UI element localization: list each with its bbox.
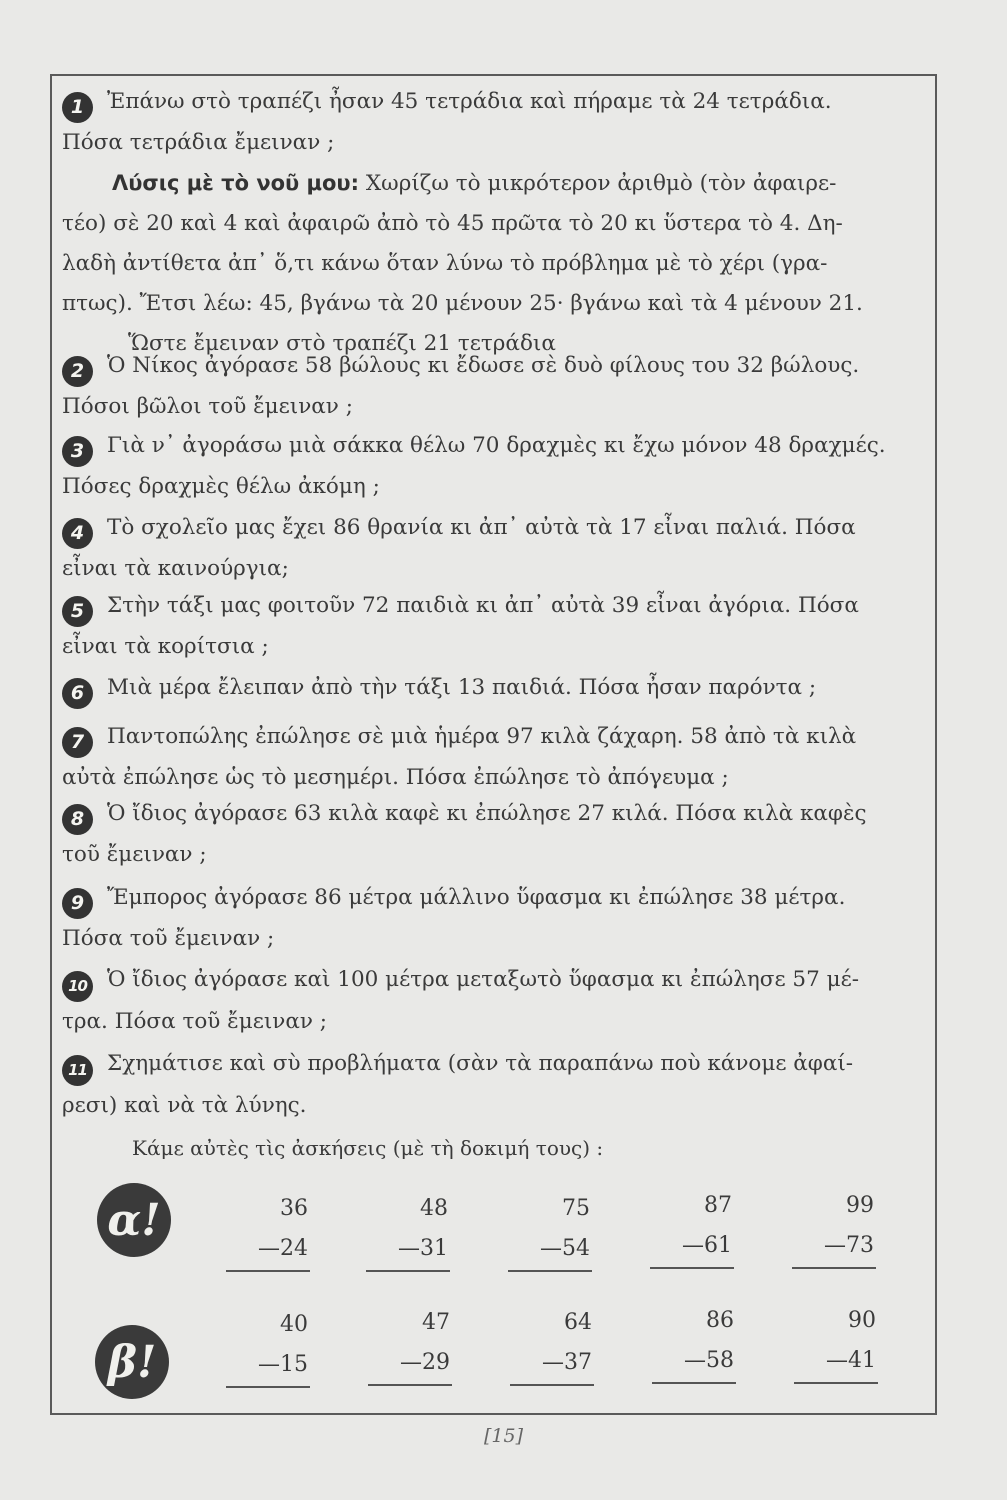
answer-line — [510, 1384, 594, 1386]
subtrahend: —58 — [684, 1348, 734, 1373]
problem-text: Ὁ Νίκος ἀγόρασε 58 βώλους κι ἔδωσε σὲ δυὸ φίλους του 32 βώλους. — [107, 353, 860, 378]
minuend: 48 — [420, 1196, 448, 1221]
problem-number-badge: 8 — [62, 804, 93, 835]
problem-7 — [62, 717, 914, 798]
problem-text: αὐτὰ ἐπώλησε ὡς τὸ μεσημέρι. Πόσα ἐπώλησε τὸ ἀπόγευμα ; — [62, 764, 729, 790]
problem-9 — [62, 878, 914, 959]
minuend: 86 — [706, 1308, 734, 1333]
answer-line — [226, 1270, 310, 1272]
answer-line — [650, 1267, 734, 1269]
problem-text: Στὴν τάξι μας φοιτοῦν 72 παιδιὰ κι ἀπ᾿ αὐτὰ 39 εἶναι ἀγόρια. Πόσα — [107, 593, 859, 618]
problem-text: Πόσες δραχμὲς θέλω ἀκόμη ; — [62, 473, 380, 499]
subtraction-exercise — [226, 1312, 310, 1388]
solution-text: πτως). Ἔτσι λέω: 45, βγάνω τὰ 20 μένουν 25· βγάνω καὶ τὰ 4 μένουν 21. — [62, 290, 863, 316]
subtrahend: —31 — [398, 1236, 448, 1261]
minuend: 87 — [704, 1193, 732, 1218]
minuend: 36 — [280, 1196, 308, 1221]
subtraction-exercise — [366, 1196, 450, 1272]
subtrahend: —15 — [258, 1352, 308, 1377]
problem-text: Ἔμπορος ἀγόρασε 86 μέτρα μάλλινο ὕφασμα κι ἐπώλησε 38 μέτρα. — [107, 885, 846, 910]
answer-line — [652, 1382, 736, 1384]
problem-text: Γιὰ ν᾿ ἀγοράσω μιὰ σάκκα θέλω 70 δραχμὲς κι ἔχω μόνον 48 δραχμές. — [107, 433, 886, 458]
problem-text: Παντοπώλης ἐπώλησε σὲ μιὰ ἡμέρα 97 κιλὰ ζάχαρη. 58 ἀπὸ τὰ κιλὰ — [107, 724, 857, 749]
solution-text: τέο) σὲ 20 καὶ 4 καὶ ἀφαιρῶ ἀπὸ τὸ 45 πρῶτα τὸ 20 κι ὕστερα τὸ 4. Δη- — [62, 210, 843, 236]
subtraction-exercise — [794, 1308, 878, 1384]
subtrahend: —61 — [682, 1233, 732, 1258]
problem-3 — [62, 426, 914, 507]
subtraction-exercise — [226, 1196, 310, 1272]
subtrahend: —29 — [400, 1350, 450, 1375]
subtraction-exercise — [368, 1310, 452, 1386]
problem-11 — [62, 1044, 914, 1126]
problem-number-badge: 9 — [62, 888, 93, 919]
problem-number-badge: 11 — [62, 1055, 93, 1086]
subtrahend: —73 — [824, 1233, 874, 1258]
problem-number-badge: 10 — [62, 971, 93, 1002]
problem-number-badge: 3 — [62, 436, 93, 467]
problem-text: τρα. Πόσα τοῦ ἔμειναν ; — [62, 1008, 328, 1034]
minuend: 40 — [280, 1312, 308, 1337]
problem-8 — [62, 794, 914, 875]
minuend: 90 — [848, 1308, 876, 1333]
problem-text: τοῦ ἔμειναν ; — [62, 841, 207, 867]
subtraction-exercise — [650, 1193, 734, 1269]
subtraction-exercise — [652, 1308, 736, 1384]
problem-text: Ὁ ἴδιος ἀγόρασε καὶ 100 μέτρα μεταξωτὸ ὕφασμα κι ἐπώλησε 57 μέ- — [107, 967, 859, 992]
subtraction-exercise — [508, 1196, 592, 1272]
problem-number-badge: 1 — [62, 92, 93, 123]
problem-number-badge: 6 — [62, 678, 93, 709]
problem-number-badge: 2 — [62, 356, 93, 387]
problem-1 — [62, 82, 914, 364]
problem-text: Ὁ ἴδιος ἀγόρασε 63 κιλὰ καφὲ κι ἐπώλησε 27 κιλά. Πόσα κιλὰ καφὲς — [107, 801, 867, 826]
minuend: 99 — [846, 1193, 874, 1218]
answer-line — [792, 1267, 876, 1269]
subtraction-exercise — [510, 1310, 594, 1386]
exercise-badge-alpha: α! — [97, 1183, 171, 1257]
problem-4 — [62, 508, 914, 589]
problem-text: Ἐπάνω στὸ τραπέζι ἦσαν 45 τετράδια καὶ πήραμε τὰ 24 τετράδια. — [107, 89, 832, 114]
solution-text: Ὥστε ἔμειναν στὸ τραπέζι 21 τετράδια — [128, 330, 556, 356]
problem-text: Μιὰ μέρα ἔλειπαν ἀπὸ τὴν τάξι 13 παιδιά. Πόσα ἦσαν παρόντα ; — [107, 675, 817, 700]
subtrahend: —37 — [542, 1350, 592, 1375]
problem-10 — [62, 960, 914, 1042]
solution-text: Χωρίζω τὸ μικρότερον ἀριθμὸ (τὸν ἀφαιρε- — [365, 170, 837, 196]
problem-text: Σχημάτισε καὶ σὺ προβλήματα (σὰν τὰ παραπάνω ποὺ κάνομε ἀφαί- — [107, 1051, 854, 1076]
exercise-badge-beta: β! — [95, 1325, 169, 1399]
subtraction-exercise — [792, 1193, 876, 1269]
subtrahend: —24 — [258, 1236, 308, 1261]
page-number: [15] — [483, 1425, 523, 1447]
problem-number-badge: 4 — [62, 518, 93, 549]
minuend: 64 — [564, 1310, 592, 1335]
answer-line — [366, 1270, 450, 1272]
problem-text: Τὸ σχολεῖο μας ἔχει 86 θρανία κι ἀπ᾿ αὐτὰ τὰ 17 εἶναι παλιά. Πόσα — [107, 515, 856, 540]
problem-text: Πόσοι βῶλοι τοῦ ἔμειναν ; — [62, 393, 353, 419]
problem-number-badge: 5 — [62, 596, 93, 627]
minuend: 47 — [422, 1310, 450, 1335]
problem-5 — [62, 586, 914, 667]
minuend: 75 — [562, 1196, 590, 1221]
problem-number-badge: 7 — [62, 727, 93, 758]
exercises-instruction: Κάμε αὐτὲς τὶς ἀσκήσεις (μὲ τὴ δοκιμή τους) : — [132, 1136, 604, 1160]
problem-text: εἶναι τὰ καινούργια; — [62, 555, 289, 581]
answer-line — [508, 1270, 592, 1272]
problem-2 — [62, 346, 914, 427]
solution-text: λαδὴ ἀντίθετα ἀπ᾿ ὅ,τι κάνω ὅταν λύνω τὸ πρόβλημα μὲ τὸ χέρι (γρα- — [62, 250, 828, 276]
answer-line — [794, 1382, 878, 1384]
problem-text: εἶναι τὰ κορίτσια ; — [62, 633, 269, 659]
subtrahend: —54 — [540, 1236, 590, 1261]
solution-heading: Λύσις μὲ τὸ νοῦ μου: — [112, 170, 360, 195]
answer-line — [368, 1384, 452, 1386]
subtrahend: —41 — [826, 1348, 876, 1373]
problem-6 — [62, 668, 914, 709]
answer-line — [226, 1386, 310, 1388]
problem-text: Πόσα τοῦ ἔμειναν ; — [62, 925, 275, 951]
problem-text: Πόσα τετράδια ἔμειναν ; — [62, 129, 335, 155]
problem-text: ρεσι) καὶ νὰ τὰ λύνης. — [62, 1092, 307, 1118]
